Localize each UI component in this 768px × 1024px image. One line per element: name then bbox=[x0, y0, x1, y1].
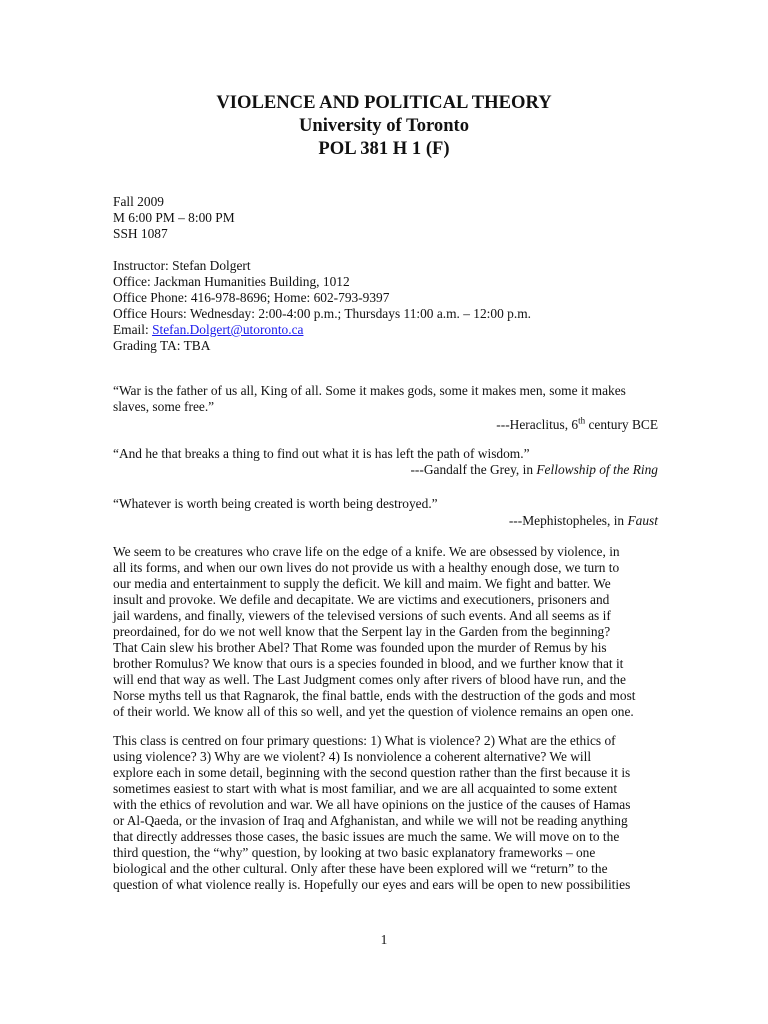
paragraph-line: jail wardens, and finally, viewers of the televised versions of such events. And all seems as if bbox=[113, 608, 611, 623]
quote-gandalf bbox=[113, 446, 658, 478]
paragraph-line: Norse myths tell us that Ragnarok, the final battle, ends with the destruction of the gods and most bbox=[113, 688, 636, 703]
paragraph-line: sometimes easiest to start with what is most familiar, and we are all acquainted to some extent bbox=[113, 781, 618, 796]
instructor: Instructor: Stefan Dolgert bbox=[113, 258, 251, 273]
paragraph-line: third question, the “why” question, by looking at two basic explanatory frameworks – one bbox=[113, 845, 596, 860]
paragraph-line: We seem to be creatures who crave life on the edge of a knife. We are obsessed by violence, in bbox=[113, 544, 620, 559]
paragraph-line: brother Romulus? We know that ours is a species founded in blood, and we further know that it bbox=[113, 656, 624, 671]
quote-attribution bbox=[113, 513, 658, 529]
paragraph-line: preordained, for do we not well know that the Serpent lay in the Garden from the beginning? bbox=[113, 624, 611, 639]
contact-block bbox=[113, 258, 658, 354]
attribution-text: ---Heraclitus, 6 bbox=[496, 417, 579, 432]
term: Fall 2009 bbox=[113, 194, 164, 209]
office: Office: Jackman Humanities Building, 1012 bbox=[113, 274, 350, 289]
attribution-text-suffix: century BCE bbox=[585, 417, 658, 432]
paragraph-line: explore each in some detail, beginning with the second question rather than the first because it is bbox=[113, 765, 631, 780]
paragraph-line: all its forms, and when our own lives do not provide us with a healthy enough dose, we turn to bbox=[113, 560, 620, 575]
university-name: University of Toronto bbox=[298, 115, 470, 136]
course-title: VIOLENCE AND POLITICAL THEORY bbox=[216, 92, 552, 113]
paragraph-line: using violence? 3) Why are we violent? 4) Is nonviolence a coherent alternative? We will bbox=[113, 749, 592, 764]
paragraph-line: will end that way as well. The Last Judgment comes only after rivers of blood have run, and the bbox=[113, 672, 626, 687]
class-time: M 6:00 PM – 8:00 PM bbox=[113, 210, 235, 225]
email-label: Email: bbox=[113, 322, 153, 337]
quote-text-line: “Whatever is worth being created is worth being destroyed.” bbox=[113, 496, 438, 511]
quote-text-line: “And he that breaks a thing to find out what it is has left the path of wisdom.” bbox=[113, 446, 530, 461]
paragraph-line: insult and provoke. We defile and decapitate. We are victims and executioners, prisoners and bbox=[113, 592, 610, 607]
paragraph-line: that directly addresses those cases, the basic issues are much the same. We will move on to the bbox=[113, 829, 620, 844]
body-paragraph-2 bbox=[113, 733, 658, 893]
paragraph-line: our media and entertainment to supply the deficit. We kill and maim. We fight and batter. We bbox=[113, 576, 611, 591]
course-code: POL 381 H 1 (F) bbox=[318, 138, 450, 159]
quote-text-line: “War is the father of us all, King of all. Some it makes gods, some it makes men, some it makes bbox=[113, 383, 626, 398]
attribution-superscript: th bbox=[578, 415, 586, 426]
title-block bbox=[0, 91, 768, 160]
quote-attribution bbox=[113, 417, 658, 433]
quote-text-line: slaves, some free.” bbox=[113, 399, 215, 414]
paragraph-line: of their world. We know all of this so well, and yet the question of violence remains an open one. bbox=[113, 704, 634, 719]
attribution-text: ---Mephistopheles, in bbox=[508, 513, 628, 528]
paragraph-line: question of what violence really is. Hopefully our eyes and ears will be open to new possibilities bbox=[113, 877, 631, 892]
email-link[interactable]: Stefan.Dolgert@utoronto.ca bbox=[152, 322, 304, 337]
office-phone: Office Phone: 416-978-8696; Home: 602-793-9397 bbox=[113, 290, 390, 305]
paragraph-line: This class is centred on four primary questions: 1) What is violence? 2) What are the ethics of bbox=[113, 733, 616, 748]
room: SSH 1087 bbox=[113, 226, 168, 241]
paragraph-line: or Al-Qaeda, or the invasion of Iraq and Afghanistan, and while we will not be reading anything bbox=[113, 813, 628, 828]
attribution-work: Fellowship of the Ring bbox=[536, 462, 658, 477]
paragraph-line: biological and the other cultural. Only after these have been explored will we “return” to the bbox=[113, 861, 608, 876]
email-line bbox=[113, 322, 658, 338]
quote-attribution bbox=[113, 462, 658, 478]
attribution-text: ---Gandalf the Grey, in bbox=[410, 462, 537, 477]
quote-mephistopheles bbox=[113, 496, 658, 529]
attribution-work: Faust bbox=[627, 513, 658, 528]
office-hours: Office Hours: Wednesday: 2:00-4:00 p.m.; Thursdays 11:00 a.m. – 12:00 p.m. bbox=[113, 306, 531, 321]
grading-ta: Grading TA: TBA bbox=[113, 338, 211, 353]
schedule-block bbox=[113, 194, 658, 242]
body-paragraph-1 bbox=[113, 544, 658, 720]
page-number: 1 bbox=[380, 932, 388, 947]
quote-heraclitus bbox=[113, 383, 658, 433]
paragraph-line: That Cain slew his brother Abel? That Rome was founded upon the murder of Remus by his bbox=[113, 640, 607, 655]
paragraph-line: with the ethics of revolution and war. We all have opinions on the justice of the causes of Hamas bbox=[113, 797, 631, 812]
